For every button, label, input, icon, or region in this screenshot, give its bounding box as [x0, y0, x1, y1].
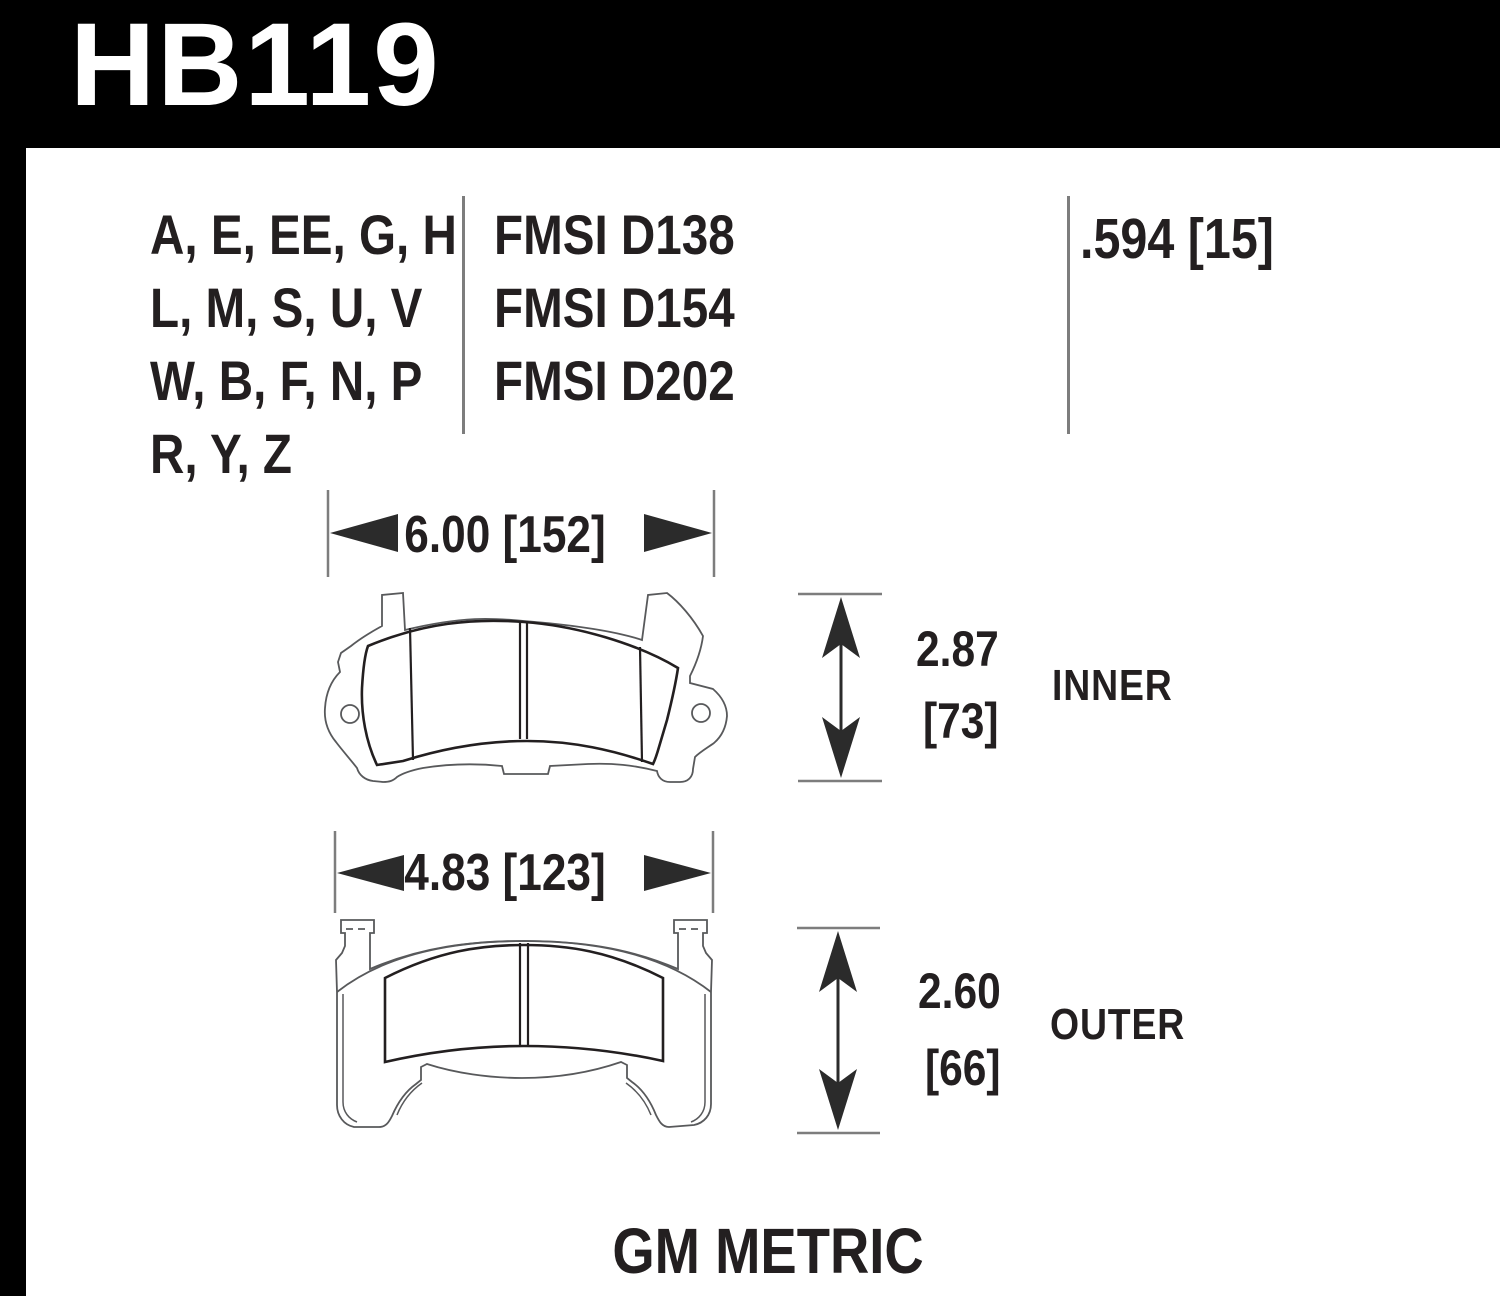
inner-label: INNER [1052, 661, 1173, 710]
mounting-hole [692, 704, 710, 722]
chamfer-line [410, 628, 413, 760]
mounting-hole [341, 705, 359, 723]
outer-height-in: 2.60 [918, 963, 1001, 1019]
outer-label: OUTER [1050, 1000, 1186, 1049]
fmsi-row: FMSI D138 [494, 203, 735, 266]
outer-pad-drawing [336, 920, 712, 1127]
plate-top-arc [337, 941, 711, 992]
compound-row: A, E, EE, G, H [150, 203, 457, 266]
pad-thickness: .594 [15] [1080, 207, 1274, 271]
inner-height-mm: [73] [923, 693, 999, 749]
compound-row: W, B, F, N, P [150, 349, 423, 412]
plate-inner-edge [691, 994, 705, 1122]
compound-row: R, Y, Z [150, 422, 292, 485]
outer-height-mm: [66] [925, 1040, 1001, 1096]
inner-height-in: 2.87 [916, 621, 999, 677]
right-arrow [644, 855, 711, 891]
part-number: HB119 [70, 0, 441, 131]
plate-inner-edge [343, 994, 357, 1122]
fmsi-row: FMSI D154 [494, 276, 735, 339]
inner-width-value: 6.00 [152] [404, 506, 606, 564]
chamfer-line [640, 647, 642, 762]
right-arrow [644, 514, 712, 552]
inner-pad-drawing [325, 593, 727, 782]
inner-height-dimension [798, 594, 882, 781]
outer-pad-friction-outline [385, 945, 663, 1062]
outer-width-value: 4.83 [123] [404, 844, 606, 902]
fmsi-row: FMSI D202 [494, 349, 735, 412]
outer-pad-plate-outline [336, 920, 712, 1127]
application-name: GM METRIC [612, 1215, 924, 1287]
compound-row: L, M, S, U, V [150, 276, 423, 339]
outer-height-dimension [797, 928, 880, 1133]
